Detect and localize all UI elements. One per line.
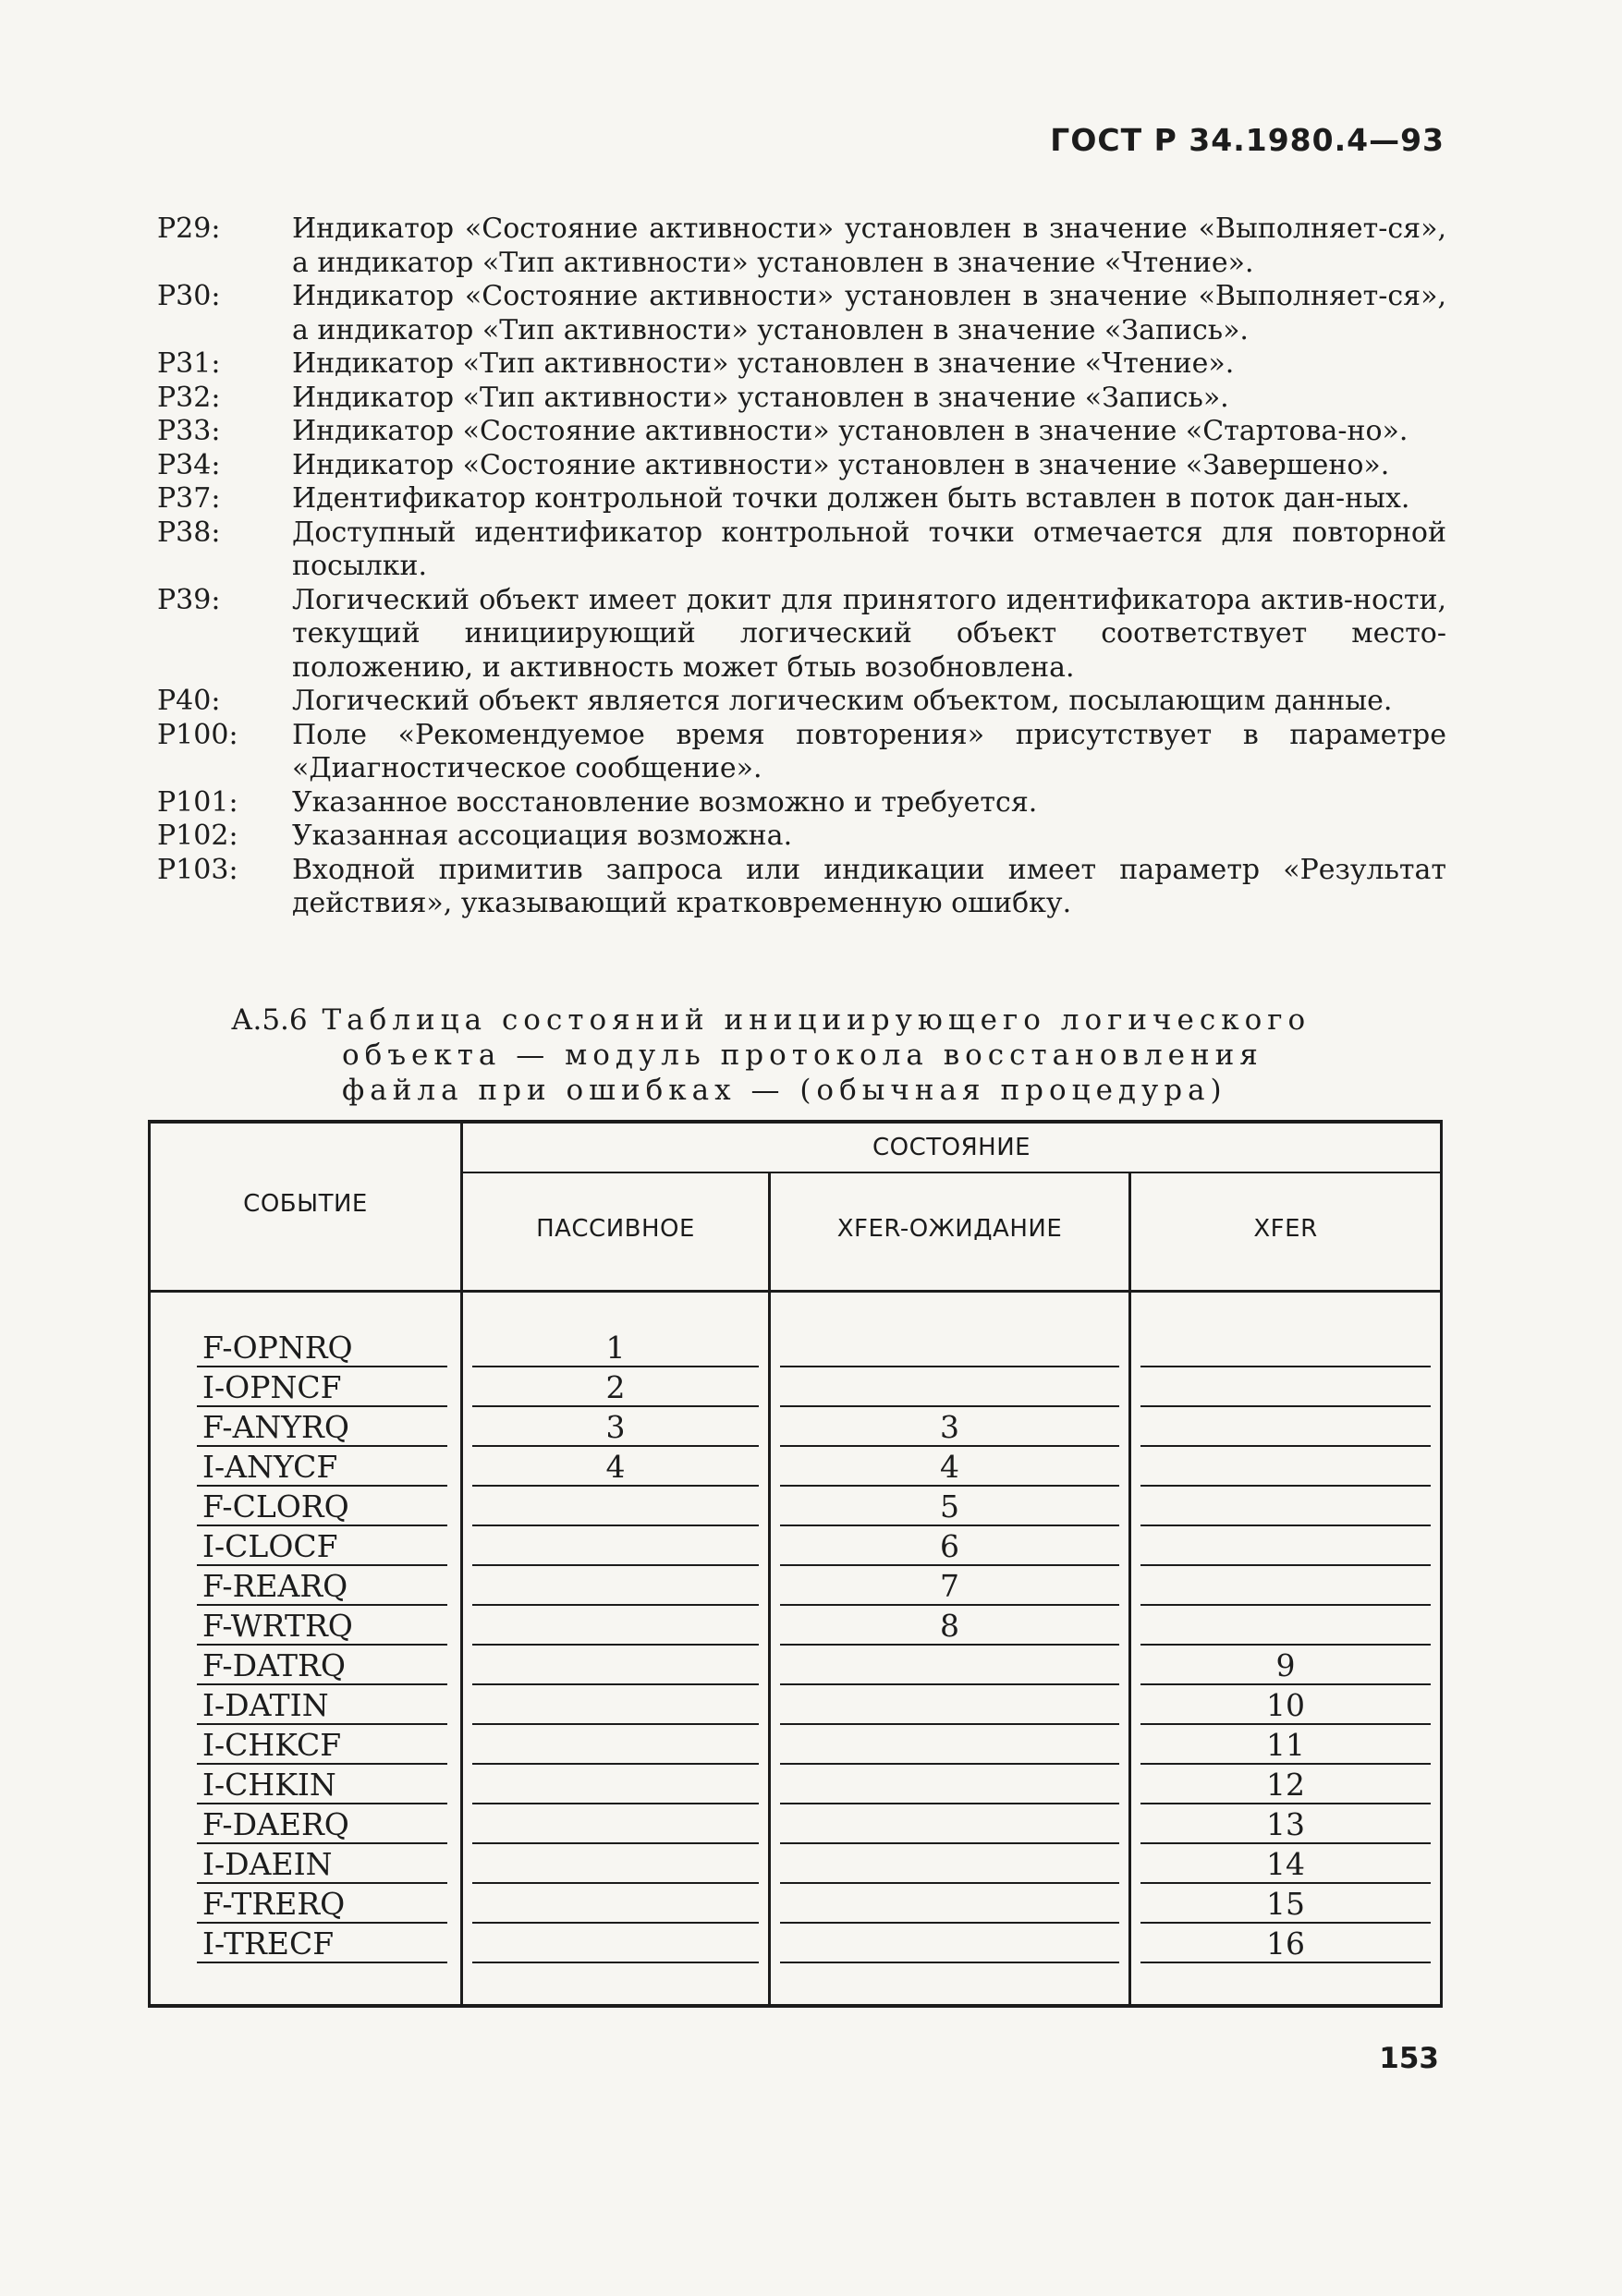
definition-code: Р102: <box>157 820 238 852</box>
xfer-wait-cell <box>770 1725 1130 1765</box>
event-cell-value: F-DATRQ <box>197 1648 447 1685</box>
event-cell <box>150 1487 462 1526</box>
xfer-wait-cell-value: 3 <box>780 1410 1119 1447</box>
passive-cell-value: 1 <box>472 1330 759 1367</box>
xfer-wait-cell-value: 7 <box>780 1569 1119 1606</box>
table-row <box>150 1725 1442 1765</box>
definitions-list <box>157 213 1446 921</box>
passive-cell-value: 4 <box>472 1450 759 1487</box>
definition-code: Р38: <box>157 516 221 549</box>
xfer-cell <box>1130 1328 1442 1367</box>
definition-code: Р34: <box>157 448 221 481</box>
event-cell <box>150 1646 462 1685</box>
state-table-body <box>150 1292 1442 1964</box>
definition-item <box>157 854 1446 921</box>
xfer-wait-cell-value <box>780 1926 1119 1963</box>
document-header: ГОСТ Р 34.1980.4—93 <box>1050 122 1445 158</box>
xfer-wait-cell <box>770 1884 1130 1924</box>
event-cell-value: I-DAEIN <box>197 1847 447 1884</box>
event-cell <box>150 1447 462 1487</box>
state-group-header: СОСТОЯНИЕ <box>462 1122 1442 1172</box>
definition-code: Р103: <box>157 853 238 886</box>
xfer-wait-cell <box>770 1328 1130 1367</box>
passive-cell <box>462 1844 770 1884</box>
definition-item <box>157 449 1446 483</box>
xfer-cell-value <box>1140 1569 1431 1606</box>
xfer-cell <box>1130 1646 1442 1685</box>
definition-code: Р31: <box>157 347 221 380</box>
table-title-line-1: Таблица состояний инициирующего логического <box>322 1003 1311 1037</box>
event-cell <box>150 1725 462 1765</box>
event-cell <box>150 1804 462 1844</box>
table-number: А.5.6 <box>231 1003 308 1037</box>
state-column-passive: ПАССИВНОЕ <box>462 1172 770 1284</box>
xfer-cell <box>1130 1765 1442 1804</box>
event-cell <box>150 1526 462 1566</box>
passive-cell <box>462 1685 770 1725</box>
passive-cell-value <box>472 1529 759 1566</box>
definition-item <box>157 482 1446 516</box>
passive-cell-value <box>472 1847 759 1884</box>
xfer-wait-cell-value <box>780 1370 1119 1407</box>
xfer-wait-cell-value <box>780 1648 1119 1685</box>
definition-code: Р33: <box>157 415 221 447</box>
table-row <box>150 1487 1442 1526</box>
xfer-cell-value: 14 <box>1140 1847 1431 1884</box>
event-cell <box>150 1765 462 1804</box>
xfer-cell <box>1130 1884 1442 1924</box>
table-title <box>231 1002 1451 1108</box>
xfer-wait-cell <box>770 1487 1130 1526</box>
event-cell-value: I-DATIN <box>197 1688 447 1725</box>
xfer-wait-cell-value: 8 <box>780 1609 1119 1646</box>
passive-cell <box>462 1606 770 1646</box>
event-cell <box>150 1407 462 1447</box>
table-row <box>150 1606 1442 1646</box>
event-cell <box>150 1685 462 1725</box>
passive-cell-value <box>472 1887 759 1924</box>
event-column-header: СОБЫТИЕ <box>150 1122 462 1284</box>
table-row <box>150 1328 1442 1367</box>
definition-item <box>157 280 1446 347</box>
xfer-wait-cell <box>770 1924 1130 1963</box>
definition-text: Поле «Рекомендуемое время повторения» присутствует в параметре «Диагностическое сообщение». <box>292 718 1446 784</box>
table-row <box>150 1566 1442 1606</box>
table-row <box>150 1367 1442 1407</box>
event-cell-value: F-OPNRQ <box>197 1330 447 1367</box>
table-row <box>150 1407 1442 1447</box>
table-row <box>150 1646 1442 1685</box>
xfer-wait-cell-value <box>780 1688 1119 1725</box>
passive-cell-value <box>472 1609 759 1646</box>
xfer-cell-value <box>1140 1529 1431 1566</box>
state-column-xfer: XFER <box>1130 1172 1442 1284</box>
definition-code: Р39: <box>157 583 221 616</box>
definition-text: Индикатор «Состояние активности» установлен в значение «Выполняет-ся», а индикатор «Тип активности» установлен в значение «Запись». <box>292 280 1446 346</box>
definition-text: Индикатор «Состояние активности» установлен в значение «Стартова-но». <box>292 415 1409 447</box>
xfer-wait-cell-value <box>780 1768 1119 1804</box>
passive-cell <box>462 1526 770 1566</box>
event-cell-value: I-OPNCF <box>197 1370 447 1407</box>
definition-code: Р40: <box>157 685 221 717</box>
event-cell-value: I-CLOCF <box>197 1529 447 1566</box>
passive-cell <box>462 1646 770 1685</box>
definition-text: Доступный идентификатор контрольной точки отмечается для повторной посылки. <box>292 516 1446 582</box>
definition-text: Индикатор «Состояние активности» установлен в значение «Выполняет-ся», а индикатор «Тип активности» установлен в значение «Чтение». <box>292 213 1446 279</box>
event-cell-value: F-WRTRQ <box>197 1609 447 1646</box>
passive-cell <box>462 1407 770 1447</box>
table-title-line-3: файла при ошибках — (обычная процедура) <box>342 1074 1227 1107</box>
passive-cell <box>462 1487 770 1526</box>
definition-item <box>157 213 1446 280</box>
xfer-cell-value <box>1140 1489 1431 1526</box>
xfer-wait-cell <box>770 1844 1130 1884</box>
xfer-wait-cell <box>770 1407 1130 1447</box>
xfer-cell <box>1130 1487 1442 1526</box>
passive-cell <box>462 1725 770 1765</box>
passive-cell <box>462 1765 770 1804</box>
state-column-xfer-wait: XFER-ОЖИДАНИЕ <box>770 1172 1130 1284</box>
definition-item <box>157 584 1446 686</box>
event-cell-value: F-REARQ <box>197 1569 447 1606</box>
xfer-wait-cell <box>770 1566 1130 1606</box>
definition-item <box>157 415 1446 449</box>
xfer-wait-cell-value <box>780 1807 1119 1844</box>
passive-cell-value <box>472 1768 759 1804</box>
event-cell-value: I-TRECF <box>197 1926 447 1963</box>
xfer-wait-cell <box>770 1804 1130 1844</box>
xfer-cell-value: 13 <box>1140 1807 1431 1844</box>
definition-code: Р101: <box>157 785 238 819</box>
xfer-cell <box>1130 1407 1442 1447</box>
xfer-cell-value <box>1140 1410 1431 1447</box>
definition-item <box>157 786 1446 820</box>
passive-cell-value <box>472 1926 759 1963</box>
passive-cell-value: 2 <box>472 1370 759 1407</box>
xfer-wait-cell <box>770 1685 1130 1725</box>
xfer-cell <box>1130 1685 1442 1725</box>
event-cell <box>150 1924 462 1963</box>
xfer-cell-value <box>1140 1450 1431 1487</box>
event-cell-value: F-ANYRQ <box>197 1410 447 1447</box>
xfer-wait-cell-value <box>780 1847 1119 1884</box>
table-title-line-2: объекта — модуль протокола восстановления <box>342 1039 1263 1072</box>
definition-code: Р100: <box>157 718 238 751</box>
definition-text: Логический объект имеет докит для принятого идентификатора актив-ности, текущий инициирующий логический объект соответствует место-положению, и активность может бтыь возобновлена. <box>292 583 1446 684</box>
xfer-wait-cell <box>770 1367 1130 1407</box>
xfer-cell-value: 9 <box>1140 1648 1431 1685</box>
definition-item <box>157 382 1446 416</box>
xfer-wait-cell-value <box>780 1330 1119 1367</box>
definition-text: Указанное восстановление возможно и требуется. <box>292 785 1038 819</box>
xfer-cell-value <box>1140 1330 1431 1367</box>
passive-cell <box>462 1328 770 1367</box>
passive-cell-value <box>472 1489 759 1526</box>
xfer-cell <box>1130 1367 1442 1407</box>
xfer-cell <box>1130 1606 1442 1646</box>
xfer-cell <box>1130 1844 1442 1884</box>
table-row <box>150 1526 1442 1566</box>
definition-code: Р32: <box>157 381 221 414</box>
event-cell-value: F-TRERQ <box>197 1887 447 1924</box>
event-cell <box>150 1884 462 1924</box>
passive-cell-value <box>472 1569 759 1606</box>
xfer-cell-value: 15 <box>1140 1887 1431 1924</box>
table-row <box>150 1804 1442 1844</box>
definition-text: Индикатор «Состояние активности» установлен в значение «Завершено». <box>292 448 1390 481</box>
passive-cell-value <box>472 1688 759 1725</box>
event-cell-value: I-CHKCF <box>197 1728 447 1765</box>
definition-item <box>157 685 1446 719</box>
xfer-cell <box>1130 1924 1442 1963</box>
passive-cell-value: 3 <box>472 1410 759 1447</box>
definition-item <box>157 516 1446 584</box>
event-cell <box>150 1844 462 1884</box>
passive-cell-value <box>472 1648 759 1685</box>
xfer-cell <box>1130 1804 1442 1844</box>
table-row <box>150 1884 1442 1924</box>
definition-item <box>157 820 1446 854</box>
xfer-cell-value <box>1140 1609 1431 1646</box>
definition-text: Логический объект является логическим объектом, посылающим данные. <box>292 685 1393 717</box>
passive-cell <box>462 1804 770 1844</box>
xfer-wait-cell <box>770 1765 1130 1804</box>
xfer-cell-value: 11 <box>1140 1728 1431 1765</box>
definition-item <box>157 347 1446 382</box>
table-row <box>150 1447 1442 1487</box>
passive-cell-value <box>472 1728 759 1765</box>
table-row <box>150 1924 1442 1963</box>
definition-code: Р30: <box>157 280 221 312</box>
definition-code: Р37: <box>157 482 221 515</box>
event-cell-value: F-DAERQ <box>197 1807 447 1844</box>
xfer-cell-value: 12 <box>1140 1768 1431 1804</box>
passive-cell <box>462 1924 770 1963</box>
xfer-cell <box>1130 1447 1442 1487</box>
xfer-wait-cell-value: 4 <box>780 1450 1119 1487</box>
xfer-cell <box>1130 1725 1442 1765</box>
passive-cell-value <box>472 1807 759 1844</box>
table-row <box>150 1685 1442 1725</box>
definition-item <box>157 719 1446 786</box>
event-cell <box>150 1606 462 1646</box>
xfer-wait-cell <box>770 1606 1130 1646</box>
definition-text: Идентификатор контрольной точки должен быть вставлен в поток дан-ных. <box>292 482 1410 515</box>
state-table-container <box>148 1120 1451 2008</box>
table-row <box>150 1765 1442 1804</box>
state-table <box>148 1120 1443 2008</box>
xfer-cell <box>1130 1566 1442 1606</box>
xfer-cell <box>1130 1526 1442 1566</box>
xfer-cell-value <box>1140 1370 1431 1407</box>
page-number: 153 <box>1379 2042 1439 2075</box>
event-cell <box>150 1328 462 1367</box>
xfer-wait-cell-value: 5 <box>780 1489 1119 1526</box>
event-cell-value: F-CLORQ <box>197 1489 447 1526</box>
table-row <box>150 1844 1442 1884</box>
xfer-cell-value: 16 <box>1140 1926 1431 1963</box>
event-cell <box>150 1566 462 1606</box>
event-cell-value: I-CHKIN <box>197 1768 447 1804</box>
definition-text: Индикатор «Тип активности» установлен в значение «Запись». <box>292 381 1229 414</box>
passive-cell <box>462 1884 770 1924</box>
xfer-wait-cell-value: 6 <box>780 1529 1119 1566</box>
xfer-wait-cell-value <box>780 1728 1119 1765</box>
definition-text: Входной примитив запроса или индикации имеет параметр «Результат действия», указывающий кратковременную ошибку. <box>292 853 1446 919</box>
event-cell <box>150 1367 462 1407</box>
xfer-wait-cell <box>770 1526 1130 1566</box>
event-cell-value: I-ANYCF <box>197 1450 447 1487</box>
definition-code: Р29: <box>157 213 221 245</box>
passive-cell <box>462 1566 770 1606</box>
definition-text: Указанная ассоциация возможна. <box>292 820 793 852</box>
definition-text: Индикатор «Тип активности» установлен в значение «Чтение». <box>292 347 1235 380</box>
xfer-wait-cell <box>770 1447 1130 1487</box>
passive-cell <box>462 1367 770 1407</box>
xfer-wait-cell <box>770 1646 1130 1685</box>
passive-cell <box>462 1447 770 1487</box>
xfer-cell-value: 10 <box>1140 1688 1431 1725</box>
xfer-wait-cell-value <box>780 1887 1119 1924</box>
